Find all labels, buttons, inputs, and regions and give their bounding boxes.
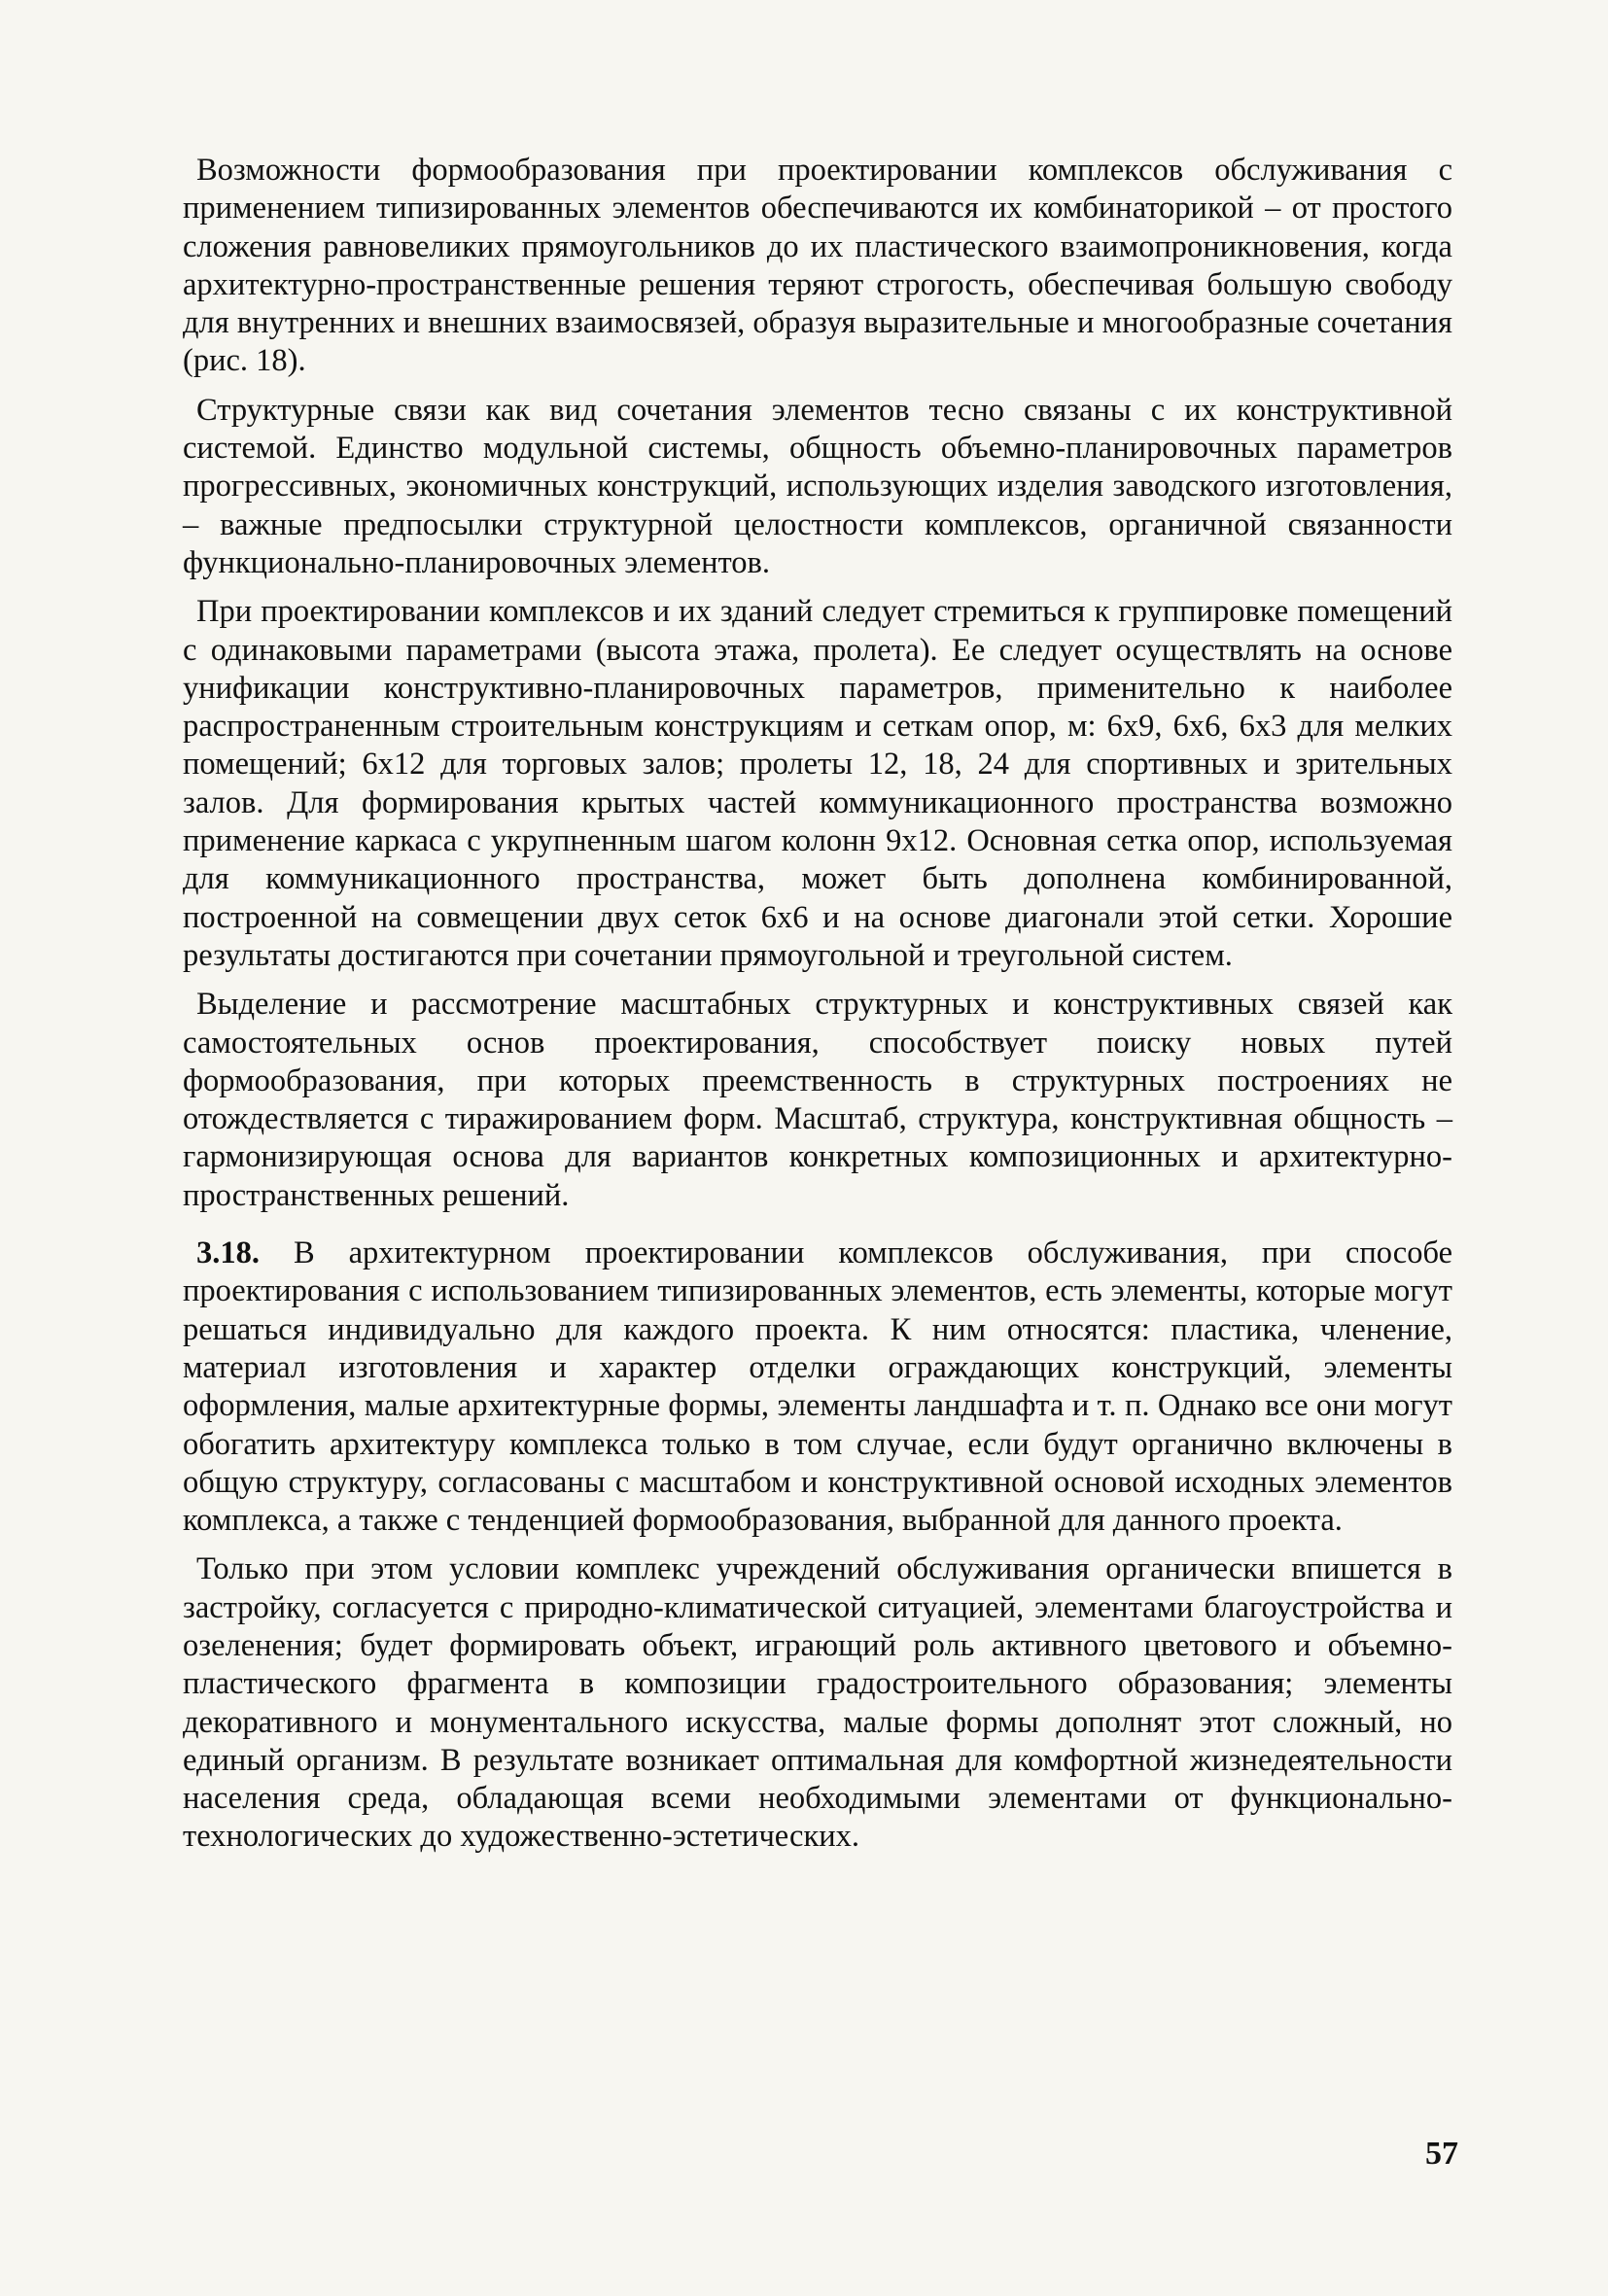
paragraph-4 (183, 986, 1452, 1215)
paragraph-5-text: В архитектурном проектировании комплексов обслуживания, при способе проектирования с использованием типизированных элементов, есть элементы, которые могут решаться индивидуально для каждого проекта. К ним относятся: пластика, членение, материал изготовления и характер отделки ограждающих конструкций, элементы оформления, малые архитектурные формы, элементы ландшафта и т. п. Однако все они могут обогатить архитектуру комплекса только в том случае, если будут органично включены в общую структуру, согласованы с масштабом и конструктивной основой исходных элементов комплекса, а также с тенденцией формообразования, выбранной для данного проекта. (183, 1235, 1452, 1539)
paragraph-4-text: Выделение и рассмотрение масштабных структурных и конструктивных связей как самостоятельных основ проектирования, способствует поиску новых путей формообразования, при которых преемственность в структурных построениях не отождествляется с тиражированием форм. Масштаб, структура, конструктивная общность – гармонизирующая основа для вариантов конкретных композиционных и архитектурно-пространственных решений. (183, 987, 1452, 1213)
page-body (183, 152, 1452, 1867)
section-number: 3.18. (196, 1235, 260, 1271)
paragraph-2 (183, 392, 1452, 582)
paragraph-6-text: Только при этом условии комплекс учреждений обслуживания органически впишется в застройку, согласуется с природно-климатической ситуацией, элементами благоустройства и озеленения; будет формировать объект, играющий роль активного цветового и объемно-пластического фрагмента в композиции градостроительного образования; элементы декоративного и монументального искусства, малые формы дополнят этот сложный, но единый организм. В результате возникает оптимальная для комфортной жизнедеятельности населения среда, обладающая всеми необходимыми элементами от функционально-технологических до художественно-эстетических. (183, 1551, 1452, 1855)
paragraph-1 (183, 152, 1452, 381)
paragraph-2-text: Структурные связи как вид сочетания элементов тесно связаны с их конструктивной системой. Единство модульной системы, общность объемно-планировочных параметров прогрессивных, экономичных конструкций, использующих изделия заводского изготовления, – важные предпосылки структурной целостности комплексов, органичной связанности функционально-планировочных элементов. (183, 392, 1452, 580)
paragraph-6 (183, 1550, 1452, 1856)
paragraph-3-text: При проектировании комплексов и их зданий следует стремиться к группировке помещений с одинаковыми параметрами (высота этажа, пролета). Ее следует осуществлять на основе унификации конструктивно-планировочных параметров, применительно к наиболее распространенным строительным конструкциям и сеткам опор, м: 6х9, 6х6, 6х3 для мелких помещений; 6х12 для торговых залов; пролеты 12, 18, 24 для спортивных и зрительных залов. Для формирования крытых частей коммуникационного пространства возможно применение каркаса с укрупненным шагом колонн 9х12. Основная сетка опор, используемая для коммуникационного пространства, может быть дополнена комбинированной, построенной на совмещении двух сеток 6х6 и на основе диагонали этой сетки. Хорошие результаты достигаются при сочетании прямоугольной и треугольной систем. (183, 594, 1452, 973)
paragraph-1-text: Возможности формообразования при проектировании комплексов обслуживания с применением типизированных элементов обеспечиваются их комбинаторикой – от простого сложения равновеликих прямоугольников до их пластического взаимопроникновения, когда архитектурно-пространственные решения теряют строгость, обеспечивая большую свободу для внутренних и внешних взаимосвязей, образуя выразительные и многообразные сочетания (рис. 18). (183, 153, 1452, 379)
paragraph-5 (183, 1235, 1452, 1540)
paragraph-3 (183, 593, 1452, 975)
page-number: 57 (1425, 2136, 1458, 2172)
